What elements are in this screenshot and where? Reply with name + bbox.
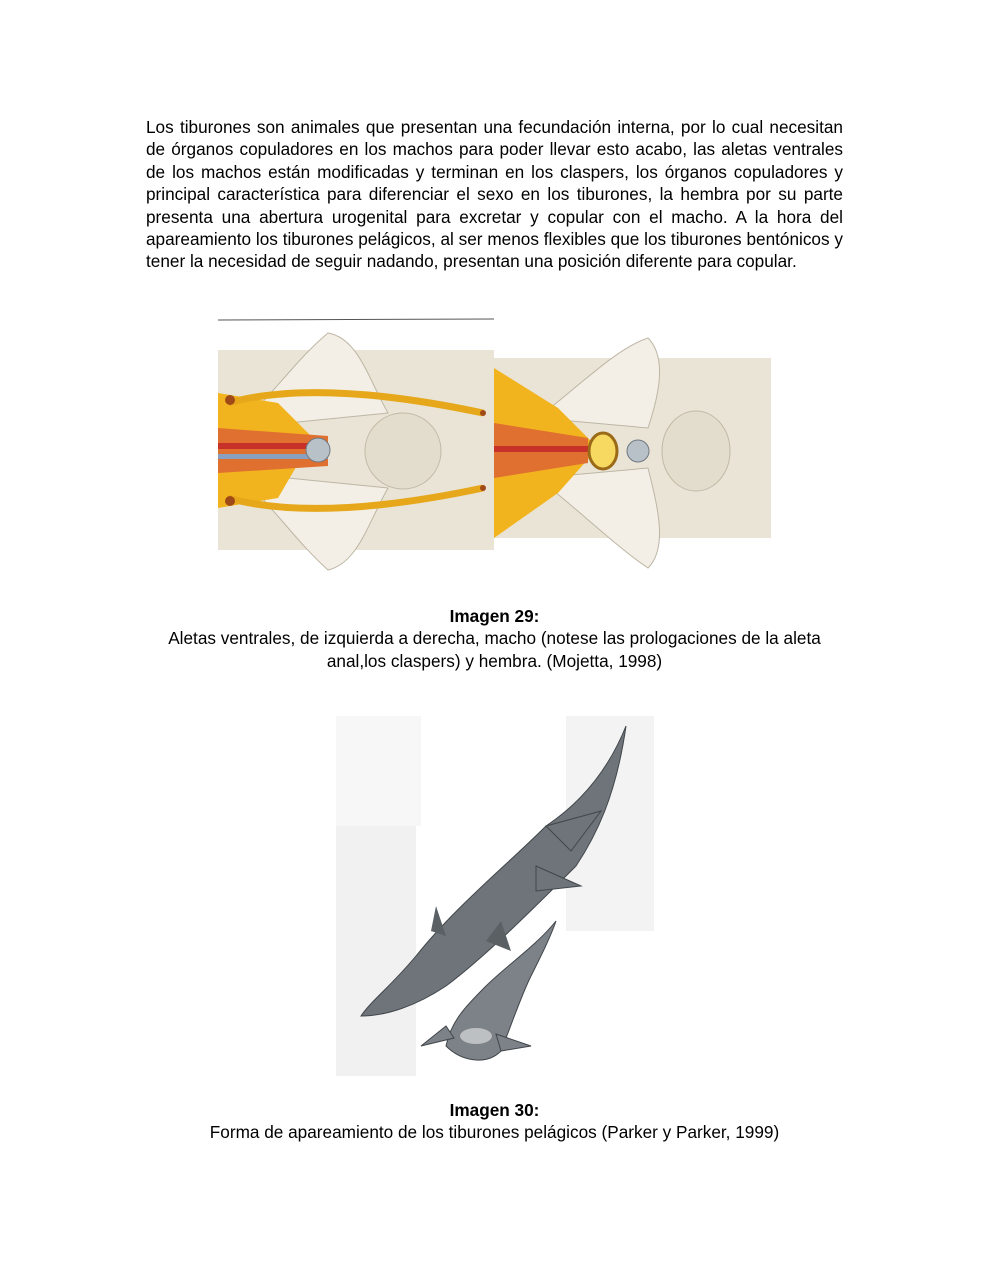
figure-30-caption xyxy=(146,1099,843,1144)
figure-29-caption-text: Aletas ventrales, de izquierda a derecha, macho (notese las prologaciones de la aleta anal,los claspers) y hembra. (Mojetta, 1998) xyxy=(168,628,821,671)
figure-29-caption xyxy=(146,605,843,672)
female-ventral-fins-illustration xyxy=(494,318,771,583)
figure-29-image xyxy=(218,318,771,583)
figure-30-image xyxy=(336,716,654,1077)
figure-30-label: Imagen 30: xyxy=(449,1100,540,1120)
figure-30-caption-text: Forma de apareamiento de los tiburones pelágicos (Parker y Parker, 1999) xyxy=(209,1122,780,1143)
body-paragraph: Los tiburones son animales que presentan una fecundación interna, por lo cual necesitan de órganos copuladores en los machos para poder llevar esto acabo, las aletas ventrales de los machos están modificadas y terminan en los claspers, los órganos copuladores y principal característica para diferenciar el sexo en los tiburones, la hembra por su parte presenta una abertura urogenital para excretar y copular con el macho. A la hora del apareamiento los tiburones pelágicos, al ser menos flexibles que los tiburones bentónicos y tener la necesidad de seguir nadando, presentan una posición diferente para copular. xyxy=(146,117,843,272)
male-ventral-fins-illustration xyxy=(218,318,494,583)
figure-29-label: Imagen 29: xyxy=(449,606,540,626)
